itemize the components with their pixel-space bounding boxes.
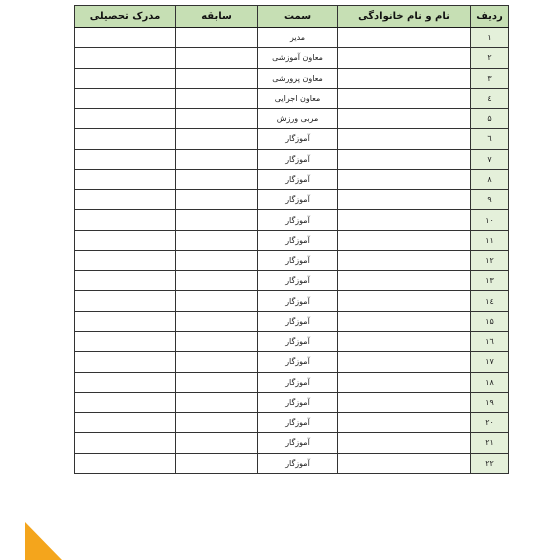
degree-cell[interactable] — [75, 190, 176, 210]
row-number-cell: ۲۲ — [471, 453, 509, 473]
table-row — [75, 250, 509, 270]
header-row — [75, 6, 509, 28]
position-cell: آموزگار — [258, 149, 338, 169]
degree-cell[interactable] — [75, 311, 176, 331]
row-number-cell: ۲۰ — [471, 413, 509, 433]
position-cell: آموزگار — [258, 271, 338, 291]
degree-cell[interactable] — [75, 48, 176, 68]
full-name-cell[interactable] — [338, 68, 471, 88]
experience-cell[interactable] — [176, 311, 258, 331]
full-name-cell[interactable] — [338, 28, 471, 48]
degree-cell[interactable] — [75, 271, 176, 291]
position-cell: مدیر — [258, 28, 338, 48]
row-number-cell: ۱۰ — [471, 210, 509, 230]
table-row — [75, 413, 509, 433]
row-number-cell: ۷ — [471, 149, 509, 169]
degree-cell[interactable] — [75, 250, 176, 270]
degree-cell[interactable] — [75, 392, 176, 412]
full-name-cell[interactable] — [338, 311, 471, 331]
table-row — [75, 210, 509, 230]
experience-cell[interactable] — [176, 149, 258, 169]
staff-table — [74, 5, 509, 474]
row-number-cell: ۱۲ — [471, 250, 509, 270]
row-number-cell: ۵ — [471, 109, 509, 129]
position-cell: آموزگار — [258, 392, 338, 412]
full-name-cell[interactable] — [338, 372, 471, 392]
full-name-cell[interactable] — [338, 109, 471, 129]
table-header — [75, 6, 509, 28]
experience-cell[interactable] — [176, 88, 258, 108]
degree-cell[interactable] — [75, 453, 176, 473]
full-name-cell[interactable] — [338, 331, 471, 351]
full-name-cell[interactable] — [338, 271, 471, 291]
full-name-cell[interactable] — [338, 48, 471, 68]
position-cell: آموزگار — [258, 311, 338, 331]
experience-cell[interactable] — [176, 48, 258, 68]
row-number-cell: ۱۹ — [471, 392, 509, 412]
table-row — [75, 331, 509, 351]
position-cell: معاون آموزشی — [258, 48, 338, 68]
degree-cell[interactable] — [75, 230, 176, 250]
degree-cell[interactable] — [75, 331, 176, 351]
full-name-cell[interactable] — [338, 190, 471, 210]
row-number-cell: ۲۱ — [471, 433, 509, 453]
table-body — [75, 28, 509, 474]
degree-cell[interactable] — [75, 68, 176, 88]
experience-cell[interactable] — [176, 169, 258, 189]
degree-cell[interactable] — [75, 291, 176, 311]
degree-cell[interactable] — [75, 88, 176, 108]
table-row — [75, 311, 509, 331]
table-row — [75, 271, 509, 291]
table-row — [75, 372, 509, 392]
degree-cell[interactable] — [75, 433, 176, 453]
row-number-cell: ۲ — [471, 48, 509, 68]
degree-cell[interactable] — [75, 28, 176, 48]
table-row — [75, 392, 509, 412]
experience-cell[interactable] — [176, 68, 258, 88]
full-name-cell[interactable] — [338, 129, 471, 149]
position-cell: آموزگار — [258, 352, 338, 372]
experience-cell[interactable] — [176, 271, 258, 291]
table-row — [75, 352, 509, 372]
position-cell: معاون پرورشی — [258, 68, 338, 88]
header-experience: سابقه — [176, 6, 258, 28]
row-number-cell: ۹ — [471, 190, 509, 210]
row-number-cell: ٦ — [471, 129, 509, 149]
full-name-cell[interactable] — [338, 352, 471, 372]
header-position: سمت — [258, 6, 338, 28]
position-cell: آموزگار — [258, 210, 338, 230]
table-row — [75, 453, 509, 473]
orange-triangle-shape — [25, 522, 62, 560]
position-cell: معاون اجرایی — [258, 88, 338, 108]
row-number-cell: ۸ — [471, 169, 509, 189]
full-name-cell[interactable] — [338, 250, 471, 270]
position-cell: آموزگار — [258, 250, 338, 270]
experience-cell[interactable] — [176, 413, 258, 433]
full-name-cell[interactable] — [338, 210, 471, 230]
table-row — [75, 433, 509, 453]
full-name-cell[interactable] — [338, 149, 471, 169]
row-number-cell: ۱٦ — [471, 331, 509, 351]
header-row-number: ردیف — [471, 6, 509, 28]
experience-cell[interactable] — [176, 352, 258, 372]
experience-cell[interactable] — [176, 372, 258, 392]
row-number-cell: ۱ — [471, 28, 509, 48]
degree-cell[interactable] — [75, 352, 176, 372]
position-cell: مربی ورزش — [258, 109, 338, 129]
position-cell: آموزگار — [258, 413, 338, 433]
position-cell: آموزگار — [258, 453, 338, 473]
position-cell: آموزگار — [258, 331, 338, 351]
degree-cell[interactable] — [75, 109, 176, 129]
experience-cell[interactable] — [176, 109, 258, 129]
degree-cell[interactable] — [75, 129, 176, 149]
table-row — [75, 291, 509, 311]
experience-cell[interactable] — [176, 129, 258, 149]
row-number-cell: ٤ — [471, 88, 509, 108]
experience-cell[interactable] — [176, 392, 258, 412]
row-number-cell: ۱۷ — [471, 352, 509, 372]
header-degree: مدرک تحصیلی — [75, 6, 176, 28]
position-cell: آموزگار — [258, 230, 338, 250]
table-row — [75, 129, 509, 149]
table-row — [75, 190, 509, 210]
position-cell: آموزگار — [258, 433, 338, 453]
header-full-name: نام و نام خانوادگی — [338, 6, 471, 28]
row-number-cell: ۳ — [471, 68, 509, 88]
degree-cell[interactable] — [75, 372, 176, 392]
full-name-cell[interactable] — [338, 291, 471, 311]
position-cell: آموزگار — [258, 372, 338, 392]
experience-cell[interactable] — [176, 230, 258, 250]
full-name-cell[interactable] — [338, 413, 471, 433]
full-name-cell[interactable] — [338, 453, 471, 473]
experience-cell[interactable] — [176, 331, 258, 351]
experience-cell[interactable] — [176, 28, 258, 48]
position-cell: آموزگار — [258, 129, 338, 149]
degree-cell[interactable] — [75, 149, 176, 169]
table-row — [75, 149, 509, 169]
row-number-cell: ١٤ — [471, 291, 509, 311]
position-cell: آموزگار — [258, 169, 338, 189]
experience-cell[interactable] — [176, 291, 258, 311]
row-number-cell: ۱۳ — [471, 271, 509, 291]
row-number-cell: ۱۵ — [471, 311, 509, 331]
table-row — [75, 109, 509, 129]
table-row — [75, 169, 509, 189]
experience-cell[interactable] — [176, 433, 258, 453]
experience-cell[interactable] — [176, 453, 258, 473]
row-number-cell: ۱۸ — [471, 372, 509, 392]
degree-cell[interactable] — [75, 169, 176, 189]
full-name-cell[interactable] — [338, 433, 471, 453]
full-name-cell[interactable] — [338, 88, 471, 108]
table-row — [75, 28, 509, 48]
full-name-cell[interactable] — [338, 392, 471, 412]
position-cell: آموزگار — [258, 291, 338, 311]
experience-cell[interactable] — [176, 250, 258, 270]
table-row — [75, 68, 509, 88]
degree-cell[interactable] — [75, 413, 176, 433]
position-cell: آموزگار — [258, 190, 338, 210]
table-row — [75, 230, 509, 250]
full-name-cell[interactable] — [338, 169, 471, 189]
table-row — [75, 88, 509, 108]
experience-cell[interactable] — [176, 190, 258, 210]
row-number-cell: ۱۱ — [471, 230, 509, 250]
degree-cell[interactable] — [75, 210, 176, 230]
table-row — [75, 48, 509, 68]
experience-cell[interactable] — [176, 210, 258, 230]
full-name-cell[interactable] — [338, 230, 471, 250]
